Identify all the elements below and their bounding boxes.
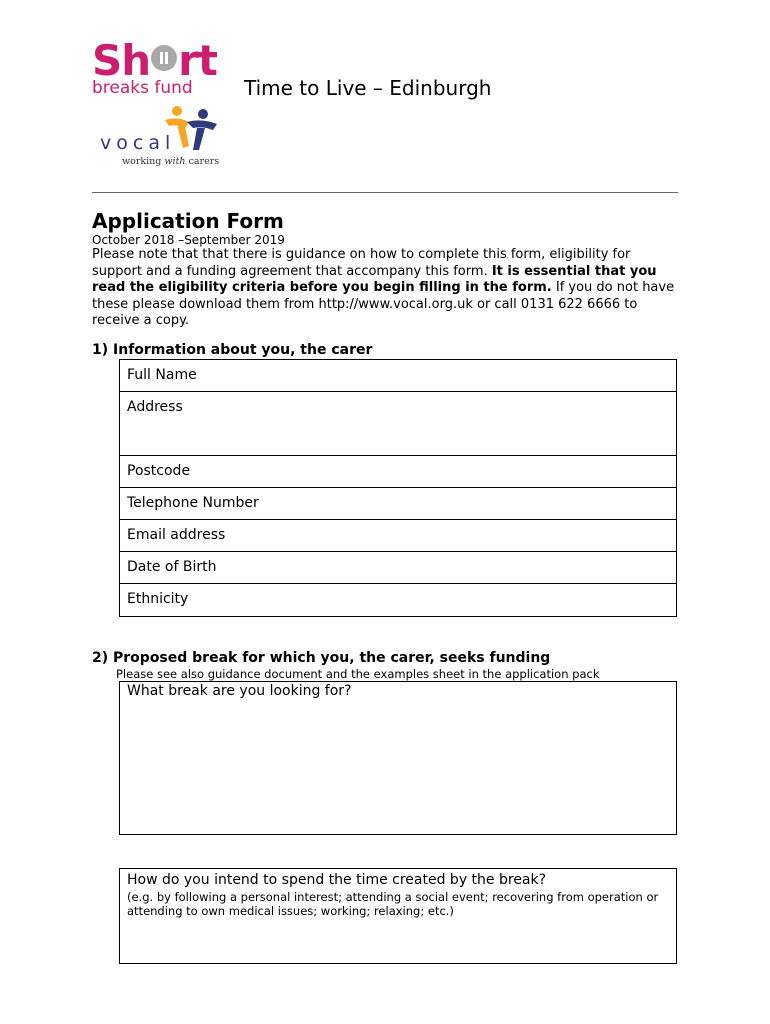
form-title: Application Form [92, 209, 284, 233]
date-of-birth-field[interactable]: Date of Birth [120, 552, 676, 584]
form-dates: October 2018 –September 2019 [92, 233, 285, 247]
email-field[interactable]: Email address [120, 520, 676, 552]
address-field[interactable]: Address [120, 392, 676, 456]
full-name-field[interactable]: Full Name [120, 360, 676, 392]
time-use-field[interactable] [119, 868, 677, 964]
logo-subtitle: breaks fund [92, 78, 193, 98]
pause-icon [151, 45, 177, 71]
time-use-hint: (e.g. by following a personal interest; attending a social event; recovering from operation or attending to own medical issues; working; relaxing; etc.) [127, 890, 659, 918]
break-question-label: What break are you looking for? [127, 683, 352, 699]
telephone-field[interactable]: Telephone Number [120, 488, 676, 520]
ethnicity-field[interactable]: Ethnicity [127, 591, 189, 607]
vocal-logo-text: vocal [100, 132, 176, 154]
intro-paragraph: Please note that that there is guidance on how to complete this form, eligibility for support and a funding agreement that accompany this form. It is essential that you read the eligibility criteria before you begin filling in the form. If you do not have these please download them from http://www.vocal.org.uk or call 0131 622 6666 to receive a copy. [92, 247, 675, 328]
header-divider [92, 192, 678, 193]
page-title: Time to Live – Edinburgh [244, 76, 492, 100]
break-description-field[interactable] [119, 681, 677, 835]
section-2-heading: 2) Proposed break for which you, the carer, seeks funding [92, 650, 551, 666]
short-breaks-logo: Sh rt [92, 36, 217, 85]
postcode-field[interactable]: Postcode [120, 456, 676, 488]
vocal-tagline: working with carers [122, 156, 220, 167]
time-use-question-label: How do you intend to spend the time created by the break? [127, 872, 547, 888]
carer-info-table [119, 359, 677, 617]
section-2-note: Please see also guidance document and the examples sheet in the application pack [116, 667, 600, 681]
section-1-heading: 1) Information about you, the carer [92, 342, 373, 358]
